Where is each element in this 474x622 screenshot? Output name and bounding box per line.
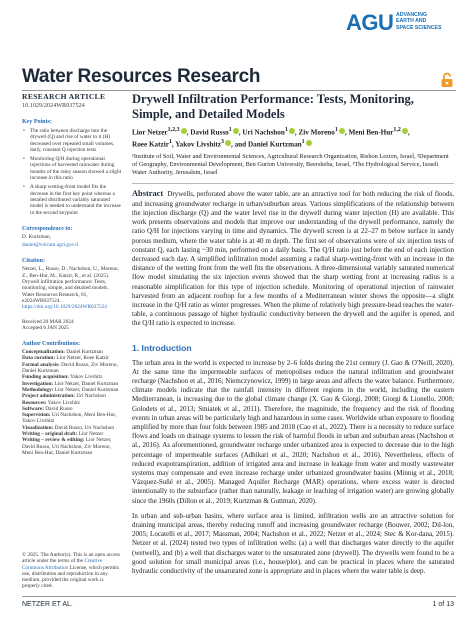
contribution-names: Lior Netzer, Daniel Kurtzman <box>53 380 119 387</box>
contribution-names: Lior Netzer, Daniel Kurtzman <box>53 386 119 393</box>
contribution-role: Writing – review & editing: <box>22 437 85 444</box>
contribution-names: David Russo, Uri Nachshon <box>53 424 115 431</box>
journal-title: Water Resources Research <box>22 66 261 87</box>
key-point: • A sharp wetting-front model fits the decrease in the first key point whereas a detailed distributed variably saturated model is needed to understand the increase in the second keypoint <box>22 184 122 215</box>
citation-text: Netzer, L., Russo, D., Nachshon, U., Moreno, Z., Ben-Hur, M., Katzir, R., et al. (2025). Drywell infiltration performance: Tests, monitoring, simple, and detailed models. Water Resources Research, 61, e2024WR037524. <box>22 266 119 304</box>
contribution-entry <box>22 412 122 425</box>
affiliations: ¹Institute of Soil, Water and Environmental Sciences, Agricultural Research Organization, Rishon Lezion, Israel, ²Department of Geography, Environmental Development, Ben Gurion University, Beersheba, Israel, ³The Hydrological Service, Israeli Water Authority, Jerusalem, Israel <box>132 152 449 177</box>
article-doi[interactable]: 10.1029/2024WR037524 <box>22 102 85 109</box>
author-affil-sup: 3 <box>220 138 224 145</box>
contribution-names: Daniel Kurtzman <box>64 349 103 356</box>
author-list: Lior Netzer$^{1,2,3}$ , David Russo$^1$ , Uri Nachshon$^1$ , Ziv Moreno$^1$ , Meni Ben-Hur$^{1,2}$ , Roee Katzir$^1$, Yakov Livshitz$^3$ , and Daniel Kurtzman$^1$ <box>132 127 410 149</box>
intro-paragraph: The urban area in the world is expected to increase by 2–6 folds during the 21st century (J. Gao & O'Neill, 2020). At the same time the impermeable surfaces of metropolises reduce the natural infiltration and groundwater recharge (Nachshon et al., 2016; Niemczynowicz, 1999) in large areas and affects the water balance. Furthermore, climate models indicate that the rainfall intensity in different regions in the world, including the eastern Mediterranean, is increasing due to the global climate change (X. Gao & Giorgi, 2008; Giorgi & Lionello, 2008; Golodets et al., 2013; Smiatek et al., 2011). Therefore, the magnitude, the frequency and the risk of flooding events in urban areas will be particularly high and hazardous in some cases. Worldwide urban exposure to flooding amplified by more than four folds between 1985 and 2018 (Cao et al., 2022). There is a necessity to reduce surface flows and loads on drainage systems to lessen the risk of harmful floods in urban and suburban areas (Nachshon et al., 2016). As aforementioned, groundwater recharge under urbanized area is expected to decrease due to the high percentage of impermeable surfaces (Adhikari et al., 2020; Nachshon et al., 2016). Nevertheless, effects of reduced evapotranspiration, addition of irrigated area and increase in leakage from water and mostly wastewater systems may compensate and even increase recharge under urbanized groundwater basins (Minnig et al., 2018; Vázquez-Suñé et al., 2005). Managed Aquifer Recharge (MAR) operations, where excess water is directed intentionally to the subsurface (rather than naturally, leakage or leaching of irrigation water) are growing globally since the 1960s (Dillon et al., 2019; Kurtzman & Guttman, 2020). <box>132 358 454 505</box>
citation-heading: Citation: <box>22 258 45 265</box>
orcid-icon[interactable] <box>306 140 312 146</box>
contribution-role: Methodology: <box>22 386 54 393</box>
copyright-suffix: License, which permits use, distribution and reproduction in any medium, provided the original work is properly cited. <box>22 564 119 590</box>
contribution-names: Lior Netzer <box>77 430 104 437</box>
paper-title: Drywell Infiltration Performance: Tests, Monitoring, Simple, and Detailed Models <box>132 92 414 121</box>
contribution-names: Uri Nachshon <box>75 393 106 400</box>
abstract-text: Drywells, perforated above the water table, are an attractive tool for both reducing the risk of floods, and increasing groundwater recharge in urban/suburban areas. Various simplifications of the relationship between the injection discharge (Q) and the water level rise in the drywell during water injection (H) are available. This work presents observations and models that improve our understanding of the drywell performance, namely the ratio Q/H for injections varying in time and dynamics. The drywell screen is at 22–27 m below surface in sandy porous medium, where the water table is at 40 m depth. The first set of observations were of six injection tests of constant Q, each lasting ~30 min, performed on a daily basis. The Q/H ratio just before the end of each injection decreased each day. A simplified infiltration model assuming a radial sharp-wetting-front with an increase in the distance of the wetting front from the well fits the observations. A three-dimensional variably saturated numerical flow model simulating the six injection events showed that the sharp wetting front at increasing radius is a reasonable simplification for this type of injection schedule. Monitoring of operational injection of rainwater harvested from an adjacent rooftop for a few months of a Mediterranean winter shows the opposite—a slight increase in the Q/H ratio as winter progresses. When the plume of relatively high pressure-head reaches the water-table, a continuous passage of higher hydraulic conductivity between the drywell and the aquifer is opened, and the Q/H ratio is expected to increase. <box>132 190 454 328</box>
contribution-role: Project administration: <box>22 393 76 400</box>
author-name: Roee Katzir <box>132 140 169 149</box>
page-number: 1 of 13 <box>432 601 454 608</box>
orcid-icon[interactable] <box>402 128 408 134</box>
author-name: , and Daniel Kurtzman <box>230 140 302 149</box>
key-point: • Monitoring Q/H during operational injections of harvested rainwater during months of the rainy season showed a slight increase in this ratio <box>22 156 122 181</box>
author-name: Lior Netzer <box>132 128 168 137</box>
intro-paragraph: In urban and sub-urban basins, where surface area is limited, infiltration wells are an attractive solution for draining municipal areas, thereby reducing runoff and increasing groundwater recharge (Bouwer, 2002; Dil-lon, 2005; Locatelli et al., 2017; Massman, 2004; Nachshon et al., 2022; Netzer et al., 2024; Stec & Kor-dana, 2015). Netzer et al. (2024) tested two types of infiltration wells: (a) a well that discharges water directly to the aquifer (wetwell), and (b) a well that discharges water to the unsaturated zone (drywell). The drywells were found to be a good solution for small municipal areas (i.e., house/plot), and can be practical in places where the saturated hydraulic conductivity of the unsaturated zone is appropriate and in places where the water table is deep. <box>132 511 454 575</box>
contribution-role: Visualization: <box>22 424 54 431</box>
contribution-names: Yakov Livshitz <box>46 399 81 406</box>
contribution-entry <box>22 437 122 456</box>
author-name: , David Russo <box>186 128 229 137</box>
author-name: , Uri Nachshon <box>238 128 285 137</box>
footer-rule <box>22 596 456 597</box>
author-affil-sup: 1,2,3 <box>167 127 180 133</box>
contribution-role: Formal analysis: <box>22 361 60 368</box>
agu-logo-mark: AGU <box>346 10 394 35</box>
contribution-names: Uri Nachshon, Meni Ben-Hur, Yakov Livshitz <box>22 412 117 425</box>
contribution-names: David Russo <box>43 405 73 412</box>
author-affil-sup: 1 <box>284 127 288 133</box>
open-lock-icon <box>440 72 454 88</box>
key-points-heading: Key Points: <box>22 119 52 125</box>
section-heading-introduction: 1. Introduction <box>132 342 192 353</box>
correspondence-name: D. Kurtzman, <box>22 233 51 240</box>
copyright-notice <box>22 552 122 590</box>
correspondence-email[interactable]: daniel@volcani.agri.gov.il <box>22 242 79 249</box>
citation-doi-link[interactable]: https://doi.org/10.1029/2024WR037524 <box>22 304 107 311</box>
correspondence-heading: Correspondence to: <box>22 225 73 232</box>
contribution-role: Data curation: <box>22 355 56 362</box>
contribution-role: Writing – original draft: <box>22 430 78 437</box>
author-affil-sup: 1 <box>334 127 338 133</box>
citation <box>22 266 122 310</box>
contribution-role: Software: <box>22 405 44 412</box>
contribution-role: Supervision: <box>22 412 51 419</box>
contribution-role: Resources: <box>22 399 47 406</box>
author-affil-sup: 1 <box>168 138 172 145</box>
contribution-role: Conceptualization: <box>22 349 65 356</box>
abstract-rule <box>132 183 454 184</box>
agu-logo <box>346 8 466 42</box>
license-link[interactable]: Creative Commons Attribution <box>22 558 103 571</box>
contribution-names: Lior Netzer, Roee Katzir <box>55 355 109 362</box>
contribution-role: Investigation: <box>22 380 54 387</box>
key-point: • The ratio between discharge into the drywell (Q) and rise of water in it (H) decreased over repeated small volumes, daily, constant Q injection tests <box>22 128 122 153</box>
received-date: Received 20 MAR 2024 <box>22 318 74 325</box>
author-affil-sup: 1 <box>301 138 305 145</box>
contribution-entry <box>22 362 122 375</box>
abstract-heading: Abstract <box>132 189 164 199</box>
key-points-list <box>22 128 122 216</box>
main-column <box>132 92 454 576</box>
abstract <box>132 189 454 328</box>
contribution-names: David Russo, Ziv Moreno, Daniel Kurtzman <box>22 361 118 375</box>
contribution-role: Funding acquisition: <box>22 374 69 381</box>
accepted-date: Accepted 6 JAN 2025 <box>22 324 69 331</box>
header-rule <box>22 90 456 91</box>
author-name: , Ziv Moreno <box>294 128 335 137</box>
author-affil-sup: 1,2 <box>393 127 401 133</box>
author-name: , Meni Ben-Hur <box>344 128 394 137</box>
contrib-heading: Author Contributions: <box>22 341 81 348</box>
sidebar <box>22 92 122 456</box>
agu-logo-tagline: ADVANCING EARTH AND SPACE SCIENCES <box>396 12 442 31</box>
contribution-names: Lior Netzer, David Russo, Uri Nachshon, Ziv Moreno, Meni Ben-Hur, Daniel Kurtzman <box>22 437 112 456</box>
copyright-prefix: © 2025. The Author(s). This is an open access article under the terms of the <box>22 552 120 565</box>
contrib-list <box>22 349 122 456</box>
author-affil-sup: 1 <box>228 127 232 133</box>
article-type: RESEARCH ARTICLE <box>22 92 106 101</box>
contribution-names: Yakov Livshitz <box>68 374 103 381</box>
running-footer-authors: NETZER ET AL. <box>22 601 73 608</box>
author-name: , Yakov Livshitz <box>171 140 221 149</box>
